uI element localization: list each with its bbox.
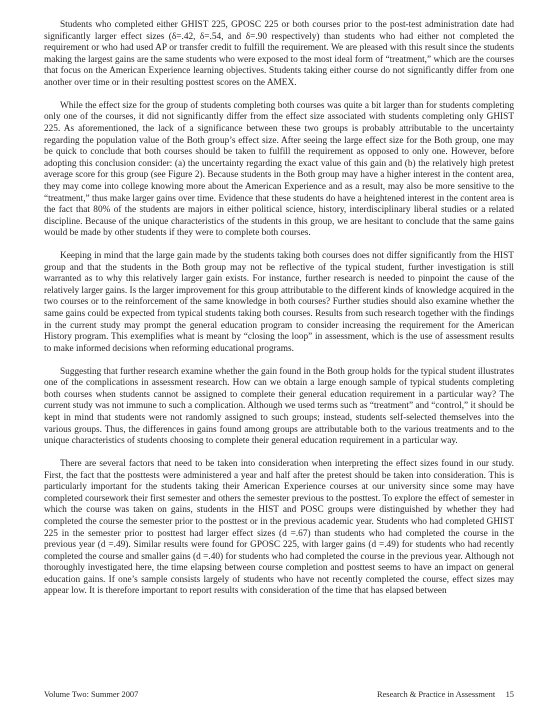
- footer-journal-page: Research & Practice in Assessment 15: [377, 690, 514, 699]
- paragraph-1: Students who completed either GHIST 225, GPOSC 225 or both courses prior to the post-test administration date had significantly larger effect sizes (δ=.42, δ=.54, and δ=.90 respectively) than students who had either not completed the requirement or who had used AP or transfer credit to fulfill the requirement. We are pleased with this result since the students making the largest gains are the same students who were exposed to the most ideal form of “treatment,” which are the courses that focus on the American Experience learning objectives. Students taking either course do not significantly differ from one another over time or in their resulting posttest scores on the AMEX.: [44, 20, 514, 88]
- paragraph-2: While the effect size for the group of students completing both courses was quite a bit larger than for students completing only one of the courses, it did not significantly differ from the effect size associated with students completing only GHIST 225. As aforementioned, the lack of a significance between these two groups is probably attributable to the uncertainty regarding the population value of the Both group’s effect size. After seeing the large effect size for the Both group, one may be quick to conclude that both courses should be taken to fulfill the requirement as opposed to only one. However, before adopting this conclusion consider: (a) the uncertainty regarding the exact value of this gain and (b) the relatively high pretest average score for this group (see Figure 2). Because students in the Both group may have a higher interest in the content area, they may come into college knowing more about the American Experience and as a result, may also be more sensitive to the “treatment,” thus make larger gains over time. Evidence that these students do have a heightened interest in the content area is the fact that 80% of the students are majors in either political science, history, interdisciplinary liberal studies or a related discipline. Because of the unique characteristics of the students in this group, we are hesitant to conclude that the same gains would be made by other students if they were to complete both courses.: [44, 100, 514, 239]
- body-text: [44, 20, 514, 609]
- paragraph-3: Keeping in mind that the large gain made by the students taking both courses does not differ significantly from the HIST group and that the students in the Both group may not be reflective of the typical student, further investigation is still warranted as to why this relatively larger gain exists. For instance, further research is needed to pinpoint the cause of the relatively larger gains. Is the larger improvement for this group attributable to the different kinds of knowledge acquired in the two courses or to the reinforcement of the same knowledge in both courses? Further studies should also examine whether the same gains could be expected from typical students taking both courses. Results from such research together with the findings in the current study may prompt the general education program to consider increasing the requirement for the American History program. This exemplifies what is meant by “closing the loop” in assessment, which is the use of assessment results to make informed decisions when reforming educational programs.: [44, 251, 514, 354]
- paragraph-5: There are several factors that need to be taken into consideration when interpreting the effect sizes found in our study. First, the fact that the posttests were administered a year and half after the pretest should be taken into consideration. This is particularly important for the students taking their American Experience courses at our university since some may have completed coursework their first semester and others the semester previous to the posttest. To explore the effect of semester in which the course was taken on gains, students in the HIST and POSC groups were distinguished by whether they had completed the course the semester prior to the posttest or in the previous academic year. Students who had completed GHIST 225 in the semester prior to posttest had larger effect sizes (d =.67) than students who had completed the course in the previous year (d =.49). Similar results were found for GPOSC 225, with larger gains (d =.49) for students who had recently completed the course and smaller gains (d =.40) for students who had completed the course in the previous year. Although not thoroughly investigated here, the time elapsing between course completion and posttest seems to have an impact on general education gains. If one’s sample consists largely of students who have not recently completed the course, effect sizes may appear low. It is therefore important to report results with consideration of the time that has elapsed between: [44, 458, 514, 597]
- paragraph-4: Suggesting that further research examine whether the gain found in the Both group holds for the typical student illustrates one of the complications in assessment research. How can we obtain a large enough sample of typical students completing both courses when students cannot be assigned to complete their general education requirement in a particular way? The current study was not immune to such a complication. Although we used terms such as “treatment” and “control,” it should be kept in mind that students were not randomly assigned to such groups; instead, students self-selected themselves into the various groups. Thus, the differences in gains found among groups are attributable both to the various treatments and to the unique characteristics of students choosing to complete their general education requirement in a particular way.: [44, 366, 514, 447]
- footer-volume: Volume Two: Summer 2007: [44, 690, 139, 699]
